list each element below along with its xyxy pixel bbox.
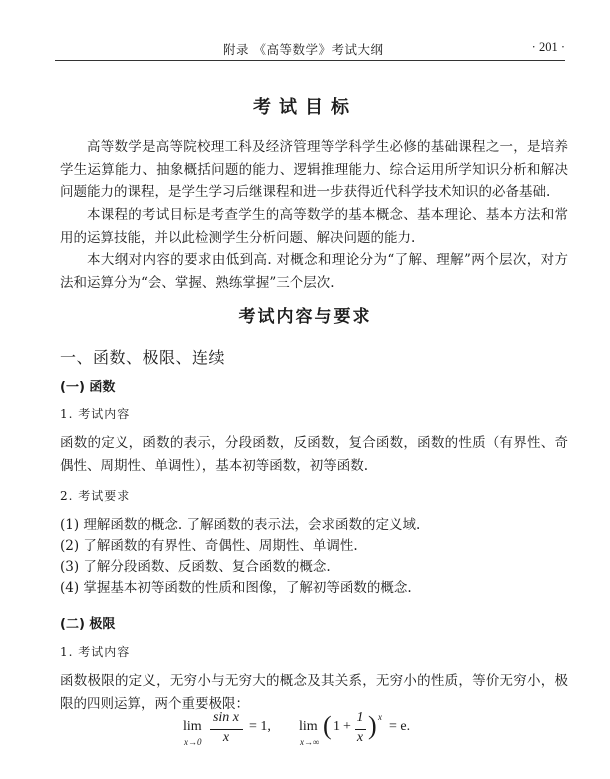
requirement-item: (1) 理解函数的概念. 了解函数的表示法，会求函数的定义域. (60, 517, 421, 533)
lim-subscript: x→∞ (300, 737, 320, 747)
contents-title: 考试内容与要求 (238, 307, 372, 327)
requirement-item: (2) 了解函数的有界性、奇偶性、周期性、单调性. (60, 538, 358, 554)
header-title: 附录 《高等数学》考试大纲 (223, 42, 384, 57)
section-heading-functions-limits: 一、函数、极限、连续 (60, 348, 226, 367)
limits-content-paragraph: 函数极限的定义，无穷小与无穷大的概念及其关系，无穷小的性质，等价无穷小，极限的四则运算，两个重要极限： (60, 673, 568, 712)
fraction-numerator: 1 (356, 710, 364, 725)
right-paren: ) (368, 711, 377, 740)
subsection-heading-limits: (二) 极限 (60, 617, 116, 632)
equals-e: = e. (389, 719, 411, 734)
fraction-numerator: sin x (212, 710, 240, 725)
important-limits-formula (183, 710, 443, 753)
one-term: 1 (333, 719, 340, 734)
fraction-denominator: x (356, 730, 364, 745)
lim-operator: lim (183, 719, 202, 734)
exponent: x (378, 712, 382, 722)
exam-requirements-heading: 2. 考试要求 (60, 489, 131, 503)
objectives-title: 考试目标 (253, 97, 357, 118)
plus-sign: + (343, 719, 351, 734)
requirement-item: (3) 了解分段函数、反函数、复合函数的概念. (60, 559, 331, 575)
lim-subscript: x→0 (184, 737, 202, 747)
requirement-item: (4) 掌握基本初等函数的性质和图像，了解初等函数的概念. (60, 580, 412, 596)
exam-content-heading: 1. 考试内容 (60, 645, 131, 659)
equals-one: = 1, (249, 719, 271, 734)
objectives-paragraph-3: 本大纲对内容的要求由低到高. 对概念和理论分为“了解、理解”两个层次，对方法和运算分为“会、掌握、熟练掌握”三个层次. (60, 252, 568, 291)
functions-content-paragraph: 函数的定义，函数的表示，分段函数，反函数，复合函数，函数的性质（有界性、奇偶性、周期性、单调性），基本初等函数，初等函数. (60, 435, 568, 474)
fraction-denominator: x (222, 730, 230, 745)
requirements-list (60, 515, 568, 599)
page-number: · 201 · (531, 40, 565, 54)
running-header (55, 38, 565, 61)
objectives-paragraph-1: 高等数学是高等院校理工科及经济管理等学科学生必修的基础课程之一，是培养学生运算能力、抽象概括问题的能力、逻辑推理能力、综合运用所学知识分析和解决问题能力的课程，是学生学习后继课程和进一步获得近代科学技术知识的必备基础. (60, 139, 568, 200)
left-paren: ( (323, 711, 332, 740)
lim-operator: lim (299, 719, 318, 734)
objectives-paragraph-2: 本课程的考试目标是考查学生的高等数学的基本概念、基本理论、基本方法和常用的运算技能，并以此检测学生分析问题、解决问题的能力. (60, 207, 568, 246)
subsection-heading-functions: (一) 函数 (60, 380, 116, 395)
exam-content-heading: 1. 考试内容 (60, 407, 131, 421)
